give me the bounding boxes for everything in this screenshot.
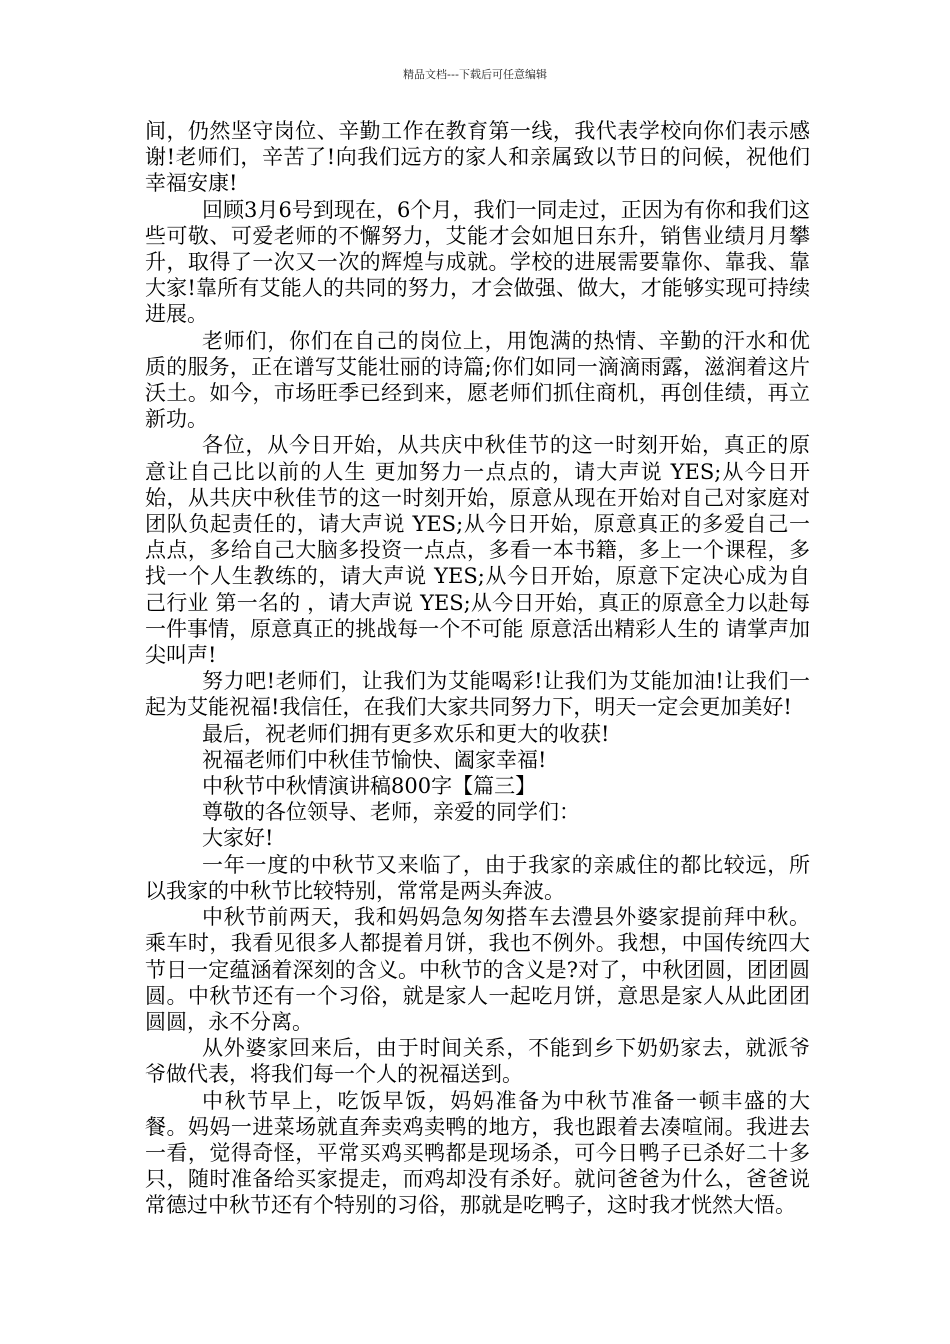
paragraph: 中秋节早上，吃饭早饭，妈妈准备为中秋节准备一顿丰盛的大餐。妈妈一进菜场就直奔卖鸡卖鸭的地方，我也跟着去凑喧闹。我进去一看，觉得奇怪，平常买鸡买鸭都是现场杀，可今日鸭子已杀好二十多只，随时准备给买家提走，而鸡却没有杀好。就问爸爸为什么，爸爸说常德过中秋节还有个特别的习俗，那就是吃鸭子，这时我才恍然大悟。 [145, 1088, 810, 1218]
paragraph: 回顾3月6号到现在，6个月，我们一同走过，正因为有你和我们这些可敬、可爱老师的不懈努力，艾能才会如旭日东升，销售业绩月月攀升，取得了一次又一次的辉煌与成就。学校的进展需要靠你、靠我、靠大家!靠所有艾能人的共同的努力，才会做强、做大，才能够实现可持续进展。 [145, 197, 810, 327]
greeting: 大家好! [202, 826, 274, 851]
section-title: 中秋节中秋情演讲稿800字【篇三】 [202, 774, 537, 799]
paragraph: 从外婆家回来后，由于时间关系，不能到乡下奶奶家去，就派爷爷做代表，将我们每一个人的祝福送到。 [145, 1036, 810, 1087]
paragraph: 努力吧!老师们，让我们为艾能喝彩!让我们为艾能加油!让我们一起为艾能祝福!我信任，在我们大家共同努力下，明天一定会更加美好! [145, 669, 810, 720]
paragraph: 老师们，你们在自己的岗位上，用饱满的热情、辛勤的汗水和优质的服务，正在谱写艾能壮丽的诗篇;你们如同一滴滴雨露，滋润着这片沃土。如今，市场旺季已经到来，愿老师们抓住商机，再创佳绩，再立新功。 [145, 328, 810, 432]
paragraph: 各位，从今日开始，从共庆中秋佳节的这一时刻开始，真正的原意让自己比以前的人生 更加努力一点点的，请大声说 YES;从今日开始，从共庆中秋佳节的这一时刻开始，原意从现在开始对自己对家庭对团队负起责任的，请大声说 YES;从今日开始，原意真正的多爱自己一点点，多给自己大脑多投资一点点，多看一本书籍，多上一个课程，多找一个人生教练的，请大声说 YES;从今日开始，原意下定决心成为自己行业 第一名的 ，请大声说 YES;从今日开始，真正的原意全力以赴每一件事情，原意真正的挑战每一个不可能 原意活出精彩人生的 请掌声加尖叫声! [145, 433, 810, 668]
paragraph-continued: 间，仍然坚守岗位、辛勤工作在教育第一线，我代表学校向你们表示感谢!老师们，辛苦了!向我们远方的家人和亲属致以节日的问候，祝他们幸福安康! [145, 119, 810, 196]
paragraph: 祝福老师们中秋佳节愉快、阖家幸福! [202, 747, 547, 772]
document-body [145, 118, 810, 1219]
paragraph: 中秋节前两天，我和妈妈急匆匆搭车去澧县外婆家提前拜中秋。乘车时，我看见很多人都提着月饼，我也不例外。我想，中国传统四大节日一定蕴涵着深刻的含义。中秋节的含义是?对了，中秋团圆，团团圆圆。中秋节还有一个习俗，就是家人一起吃月饼，意思是家人从此团团圆圆，永不分离。 [145, 905, 810, 1034]
page-header: 精品文档---下载后可任意编辑 [403, 68, 547, 81]
salutation: 尊敬的各位领导、老师，亲爱的同学们： [202, 800, 580, 825]
paragraph: 最后，祝老师们拥有更多欢乐和更大的收获! [202, 721, 610, 746]
paragraph: 一年一度的中秋节又来临了，由于我家的亲戚住的都比较远，所以我家的中秋节比较特别，常常是两头奔波。 [145, 852, 810, 903]
